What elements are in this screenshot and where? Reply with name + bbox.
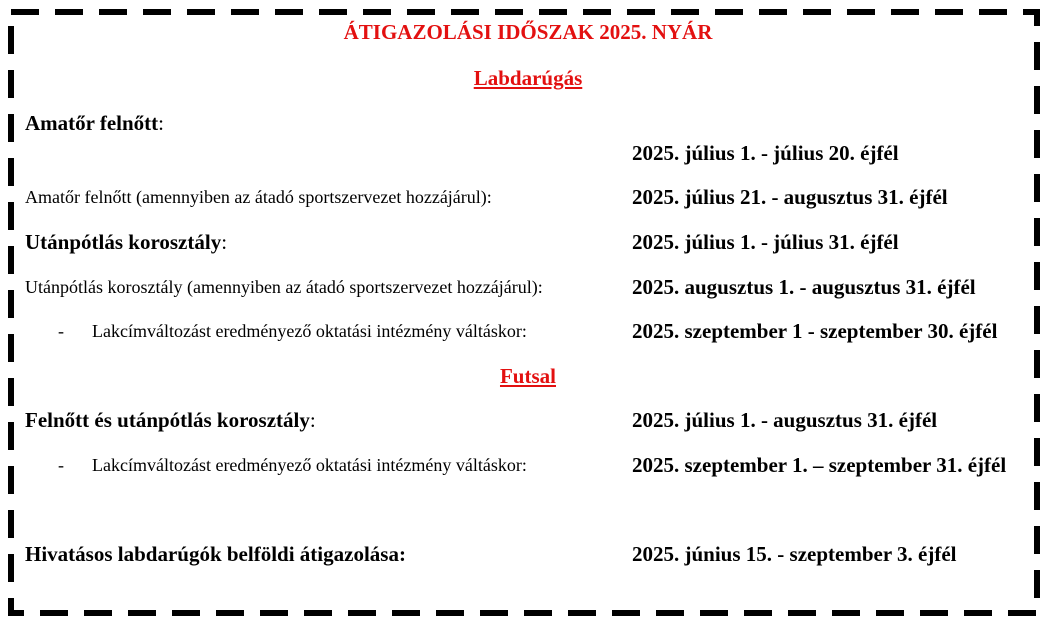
section-football-heading: Labdarúgás [473, 66, 583, 90]
row-amateur-adult-consent-label: Amatőr felnőtt (amennyiben az átadó sportszervezet hozzájárul): [25, 187, 492, 207]
page-title: ÁTIGAZOLÁSI IDŐSZAK 2025. NYÁR [343, 20, 713, 44]
row-amateur-adult-consent-value: 2025. július 21. - augusztus 31. éjfél [632, 185, 948, 209]
row-label-text: Hivatásos labdarúgók belföldi átigazolása: [25, 542, 406, 566]
row-youth-consent-value: 2025. augusztus 1. - augusztus 31. éjfél [632, 275, 976, 299]
row-label-text: Lakcímváltozást eredményező oktatási intézmény váltáskor: [92, 455, 527, 475]
row-label-suffix: : [221, 230, 228, 254]
row-school-change-value: 2025. szeptember 1 - szeptember 30. éjfél [632, 319, 998, 343]
row-professional-value: 2025. június 15. - szeptember 3. éjfél [632, 542, 957, 566]
row-futsal-adult-youth-value: 2025. július 1. - augusztus 31. éjfél [632, 408, 938, 432]
dashed-border [8, 9, 1040, 616]
row-amateur-adult-label [25, 111, 164, 136]
row-label-suffix: : [158, 111, 165, 135]
row-futsal-school-change-label [58, 455, 527, 476]
row-label-text: Lakcímváltozást eredményező oktatási intézmény váltáskor: [92, 321, 527, 341]
row-label-text: Felnőtt és utánpótlás korosztály [25, 408, 310, 432]
row-label-text: Amatőr felnőtt [25, 111, 159, 135]
row-professional-label [25, 542, 406, 567]
row-label-text: Utánpótlás korosztály [25, 230, 222, 254]
row-school-change-label [58, 321, 527, 342]
row-label-suffix: : [309, 408, 316, 432]
row-youth-consent-label: Utánpótlás korosztály (amennyiben az átadó sportszervezet hozzájárul): [25, 277, 543, 297]
row-youth-value: 2025. július 1. - július 31. éjfél [632, 230, 899, 254]
dashed-border-frame [8, 9, 1040, 616]
row-futsal-school-change-value: 2025. szeptember 1. – szeptember 31. éjfél [632, 453, 1007, 477]
row-amateur-adult-value: 2025. július 1. - július 20. éjfél [632, 141, 899, 165]
bullet-dash: - [58, 321, 64, 341]
row-futsal-adult-youth-label [25, 408, 316, 433]
bullet-dash: - [58, 455, 64, 475]
section-futsal-heading: Futsal [499, 364, 556, 388]
row-youth-label [25, 230, 227, 255]
